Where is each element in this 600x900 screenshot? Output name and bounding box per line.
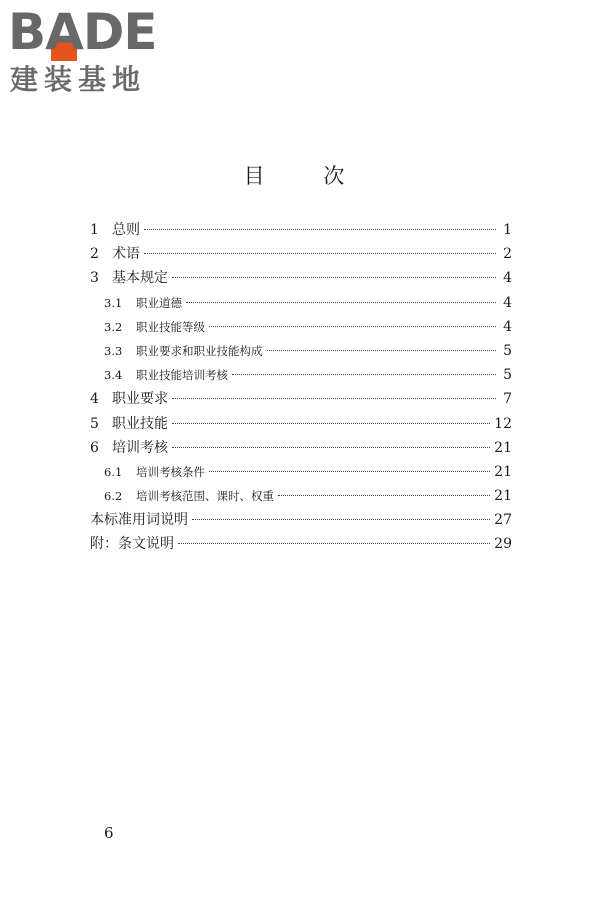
toc-entry-page: 29 bbox=[494, 536, 512, 553]
toc-entry-label: 本标准用词说明 bbox=[90, 512, 188, 529]
toc-entry-number: 4 bbox=[90, 391, 99, 408]
toc-entry-page: 2 bbox=[503, 246, 512, 263]
toc-leader-dots bbox=[144, 229, 496, 230]
toc-subentry[interactable] bbox=[90, 460, 512, 484]
toc-entry[interactable] bbox=[90, 242, 512, 266]
toc-entry-number: 3 bbox=[90, 270, 99, 287]
toc-leader-dots bbox=[209, 326, 496, 327]
toc-entry-number: 3.2 bbox=[104, 319, 123, 334]
toc-entry[interactable] bbox=[90, 387, 512, 411]
toc-entry-page: 21 bbox=[494, 463, 512, 480]
toc-entry-number: 3.4 bbox=[104, 368, 123, 383]
logo-subtitle: 建装基地 bbox=[10, 63, 147, 96]
toc-leader-dots bbox=[172, 398, 496, 399]
toc-subentry[interactable] bbox=[90, 315, 512, 339]
toc-leader-dots bbox=[186, 302, 496, 303]
page-number: 6 bbox=[104, 824, 114, 842]
toc-entry[interactable] bbox=[90, 218, 512, 242]
toc-entry-page: 12 bbox=[494, 415, 512, 432]
toc-entry-label: 培训考核 bbox=[112, 439, 168, 456]
toc-leader-dots bbox=[267, 350, 497, 351]
toc-leader-dots bbox=[178, 543, 490, 544]
toc-entry[interactable] bbox=[90, 412, 512, 436]
toc-leader-dots bbox=[172, 447, 490, 448]
toc-entry-number: 6.2 bbox=[104, 489, 123, 504]
toc-entry-number: 5 bbox=[90, 415, 99, 432]
toc-entry[interactable] bbox=[90, 266, 512, 290]
toc-entry-label: 职业道德 bbox=[136, 295, 182, 310]
logo-wordmark: BADE bbox=[8, 3, 157, 61]
toc-entry-number: 1 bbox=[90, 222, 99, 238]
toc-entry-label: 职业要求 bbox=[112, 391, 168, 408]
toc-subentry[interactable] bbox=[90, 339, 512, 363]
toc-entry-page: 1 bbox=[503, 222, 512, 238]
toc-entry-number: 3.3 bbox=[104, 343, 123, 358]
toc-entry-page: 7 bbox=[503, 391, 512, 408]
toc-entry-label: 职业技能培训考核 bbox=[136, 368, 228, 383]
toc-entry-page: 4 bbox=[503, 318, 512, 335]
toc-entry-label: 术语 bbox=[112, 246, 140, 263]
toc-entry-page: 4 bbox=[503, 294, 512, 311]
toc-entry[interactable] bbox=[90, 508, 512, 532]
toc-entry[interactable] bbox=[90, 532, 512, 556]
toc-leader-dots bbox=[172, 423, 490, 424]
toc-entry-label: 基本规定 bbox=[112, 270, 168, 287]
toc-entry-number: 3.1 bbox=[104, 295, 123, 310]
toc-entry-label: 职业技能等级 bbox=[136, 319, 205, 334]
toc-entry-page: 21 bbox=[494, 488, 512, 505]
toc-subentry[interactable] bbox=[90, 291, 512, 315]
toc-subentry[interactable] bbox=[90, 363, 512, 387]
toc-entry-label: 职业要求和职业技能构成 bbox=[136, 343, 263, 358]
toc-entry-page: 5 bbox=[503, 367, 512, 384]
toc-entry-page: 4 bbox=[503, 270, 512, 287]
bade-logo bbox=[8, 3, 178, 96]
toc-entry-number: 6 bbox=[90, 439, 99, 456]
page-title: 目 次 bbox=[243, 164, 371, 188]
toc-leader-dots bbox=[192, 519, 490, 520]
toc-leader-dots bbox=[172, 277, 496, 278]
toc-entry-page: 21 bbox=[494, 439, 512, 456]
toc-entry[interactable] bbox=[90, 436, 512, 460]
toc-entry-label: 培训考核条件 bbox=[136, 464, 205, 479]
toc-leader-dots bbox=[232, 374, 496, 375]
toc-leader-dots bbox=[209, 471, 490, 472]
toc-leader-dots bbox=[278, 495, 490, 496]
toc-entry-label: 培训考核范围、课时、权重 bbox=[136, 489, 274, 504]
toc-entry-page: 27 bbox=[494, 512, 512, 529]
toc-subentry[interactable] bbox=[90, 484, 512, 508]
toc-entry-number: 2 bbox=[90, 246, 99, 263]
toc-leader-dots bbox=[144, 253, 496, 254]
toc-entry-number: 6.1 bbox=[104, 464, 123, 479]
toc-entry-label: 总则 bbox=[112, 222, 140, 238]
table-of-contents bbox=[90, 218, 512, 557]
toc-entry-label: 职业技能 bbox=[112, 415, 168, 432]
toc-entry-label: 附：条文说明 bbox=[90, 536, 174, 553]
toc-entry-page: 5 bbox=[503, 342, 512, 359]
